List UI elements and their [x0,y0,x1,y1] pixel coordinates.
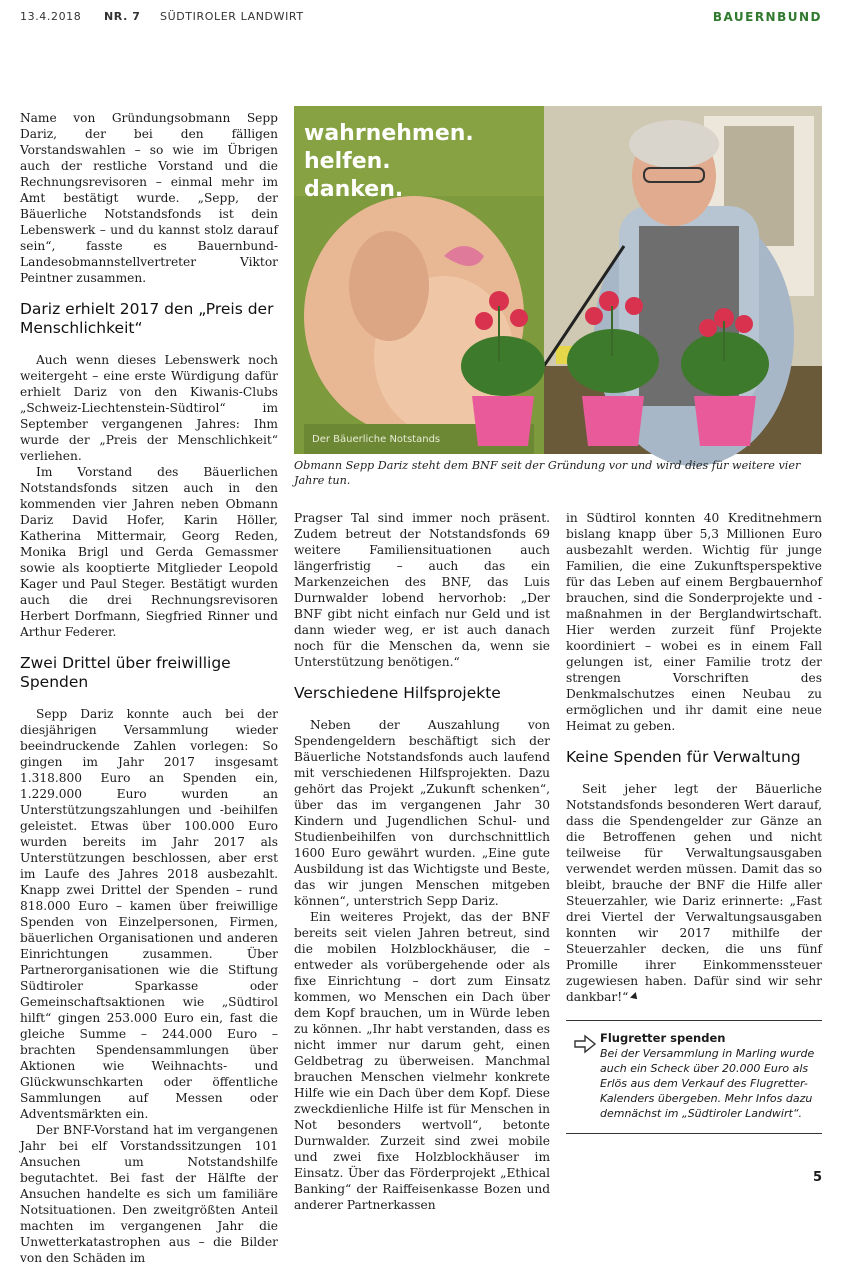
info-box-title: Flugretter spenden [600,1031,726,1045]
article-photo [294,106,822,454]
subheading: Verschiedene Hilfsprojekte [294,684,501,702]
article-column-2 [294,510,550,1213]
issue-number: NR. 7 [104,10,141,23]
photo-caption: Obmann Sepp Dariz steht dem BNF seit der Gründung vor und wird dies für weitere vier Jahre tun. [294,459,801,487]
paragraph: Im Vorstand des Bäuerlichen Notstandsfonds sitzen auch in den kommenden vier Jahren neben Obmann Dariz David Hofer, Karin Höller, Katherina Mittermair, Georg Reden, Monika Brigl und Gerda Gemassmer sowie als kooptierte Mitglieder Leopold Kager und Paul Steger. Bestätigt wurden auch die drei Rechnungsrevisoren Herbert Dorfmann, Siegfried Rinner und Arthur Federer. [20,465,278,639]
arrow-right-icon [574,1035,596,1053]
publication-name: SÜDTIROLER LANDWIRT [160,10,304,23]
page-header [20,10,822,28]
paragraph: Neben der Auszahlung von Spendengeldern beschäftigt sich der Bäuerliche Notstandsfonds auch laufend mit verschiedenen Hilfsprojekten. Dazu gehört das Projekt „Zukunft schenken“, über das im vergangenen Jahr 30 Kindern und Jugendlichen Schul- und Studienbeihilfen von durchschnittlich 1600 Euro gewährt wurden. „Eine gute Ausbildung ist das Wichtigste und Beste, das wir jungen Menschen mitgeben können“, unterstrich Sepp Dariz. [294,718,550,908]
info-box-body: Bei der Versammlung in Marling wurde auch ein Scheck über 20.000 Euro als Erlös aus dem Verkauf des Flugretter-Kalenders übergeben. Mehr Infos dazu demnächst im „Südtiroler Landwirt“. [600,1047,815,1120]
banner-text-2: helfen. [304,149,391,174]
banner-text-3: danken. [304,177,404,202]
section-name: BAUERNBUND [712,10,822,24]
info-box [566,1020,822,1134]
subheading: Dariz erhielt 2017 den „Preis der Menschlichkeit“ [20,300,274,337]
paragraph: Der BNF-Vorstand hat im vergangenen Jahr bei elf Vorstandssitzungen 101 Ansuchen um Notstandshilfe begutachtet. Bei fast der Hälfte der Ansuchen handelte es sich um familiäre Notsituationen. Den zweitgrößten Anteil machten im vergangenen Jahr die Unwetterkatastrophen aus – die Bilder von den Schäden im [20,1123,278,1265]
paragraph: in Südtirol konnten 40 Kreditnehmern bislang knapp über 5,3 Millionen Euro ausbezahlt werden. Wichtig für junge Familien, die eine Zukunftsperspektive für das Leben auf einem Bergbauernhof brauchen, sind die Sonderprojekte und -maßnahmen in der Berglandwirtschaft. Hier werden zurzeit fünf Projekte koordiniert – wobei es in einem Fall gelungen ist, einer Familie trotz der strengen Vorschriften des Denkmalschutzes einen Neubau zu ermöglichen und ihr damit eine neue Heimat zu geben. [566,511,822,733]
issue-date: 13.4.2018 [20,10,82,23]
page-number: 5 [812,1170,822,1185]
paragraph: Ein weiteres Projekt, das der BNF bereits seit vielen Jahren betreut, sind die mobilen Holzblockhäuser, die – entweder als vorübergehende oder als fixe Einrichtung – dort zum Einsatz kommen, wo Menschen ein Dach über dem Kopf brauchen, um in Würde leben zu können. „Ihr habt verstanden, dass es nicht immer nur darum geht, einen Geldbetrag zu überweisen. Manchmal brauchen Menschen vielmehr konkrete Hilfe wie ein Dach über dem Kopf. Diese zweckdienliche Hilfe ist für Menschen in Not besonders wertvoll“, betonte Durnwalder. Zurzeit sind zwei mobile und zwei fixe Holzblockhäuser im Einsatz. Über das Förderprojekt „Ethical Banking“ der Raiffeisenkasse Bozen und anderer Partnerkassen [294,910,550,1212]
paragraph-text: Seit jeher legt der Bäuerliche Notstandsfonds besonderen Wert darauf, dass die Spendengelder zur Gänze an die Betroffenen gehen und nicht teilweise für Verwaltungsausgaben verwendet werden müssen. Damit das so bleibt, brauche der BNF die Hilfe aller Steuerzahler, wie Dariz erinnerte: „Fast drei Viertel der Verwaltungsausgaben konnten wir 2017 mithilfe der Steuerzahler decken, die uns fünf Promille ihrer Einkommenssteuer zugewiesen haben. Dafür sind wir sehr dankbar!“ [566,782,822,1004]
paragraph: Sepp Dariz konnte auch bei der diesjährigen Versammlung wieder beeindruckende Zahlen vorlegen: So gingen im Jahr 2017 insgesamt 1.318.800 Euro an Spenden ein, 1.229.000 Euro wurden an Unterstützungszahlungen und -beihilfen geleistet. Etwas über 100.000 Euro wurden bereits im Jahr 2017 als Unterstützungen beschlossen, aber erst im Laufe des Jahres 2018 ausbezahlt. Knapp zwei Drittel der Spenden – rund 818.000 Euro – kamen über freiwillige Spenden von Einzelpersonen, Firmen, bäuerlichen Organisationen und anderen Einrichtungen zusammen. Über Partnerorganisationen wie die Stiftung Südtiroler Sparkasse oder Gemeinschaftsaktionen wie „Südtirol hilft“ gingen 253.000 Euro ein, fast die gleiche Summe – 244.000 Euro – brachten Spendensammlungen über Aktionen wie Weihnachts- und Glückwunschkarten oder öffentliche Sammlungen auf Messen oder Adventsmärkten ein. [20,707,278,1121]
banner-text-1: wahrnehmen. [304,121,474,146]
article-column-1 [20,110,278,1266]
end-of-article-icon [630,992,640,1002]
paragraph: Auch wenn dieses Lebenswerk noch weitergeht – eine erste Würdigung dafür erhielt Dariz von den Kiwanis-Clubs „Schweiz-Liechtenstein-Südtirol“ im September vergangenen Jahres: Ihm wurde der „Preis der Menschlichkeit“ verliehen. [20,353,278,463]
paragraph: Pragser Tal sind immer noch präsent. Zudem betreut der Notstandsfonds 69 weitere Familiensituationen auch längerfristig – auch das ein Markenzeichen des BNF, das Luis Durnwalder lobend hervorhob: „Der BNF gibt nicht einfach nur Geld und ist dann wieder weg, er ist auch danach noch für die Menschen da, wenn sie Unterstützung benötigen.“ [294,511,550,669]
paragraph: Name von Gründungsobmann Sepp Dariz, der bei den fälligen Vorstandswahlen – so wie im Übrigen auch der restliche Vorstand und die Rechnungsrevisoren – einmal mehr im Amt bestätigt wurde. „Sepp, der Bäuerliche Notstandsfonds ist dein Lebenswerk – und du kannst stolz darauf sein“, fasste es Bauernbund-Landesobmannstellvertreter Viktor Peintner zusammen. [20,111,278,285]
banner-bottom-text: Der Bäuerliche Notstands [312,434,441,445]
subheading: Keine Spenden für Verwaltung [566,748,801,766]
article-column-3 [566,510,822,1005]
paragraph [566,781,822,1005]
subheading: Zwei Drittel über freiwillige Spenden [20,654,231,691]
